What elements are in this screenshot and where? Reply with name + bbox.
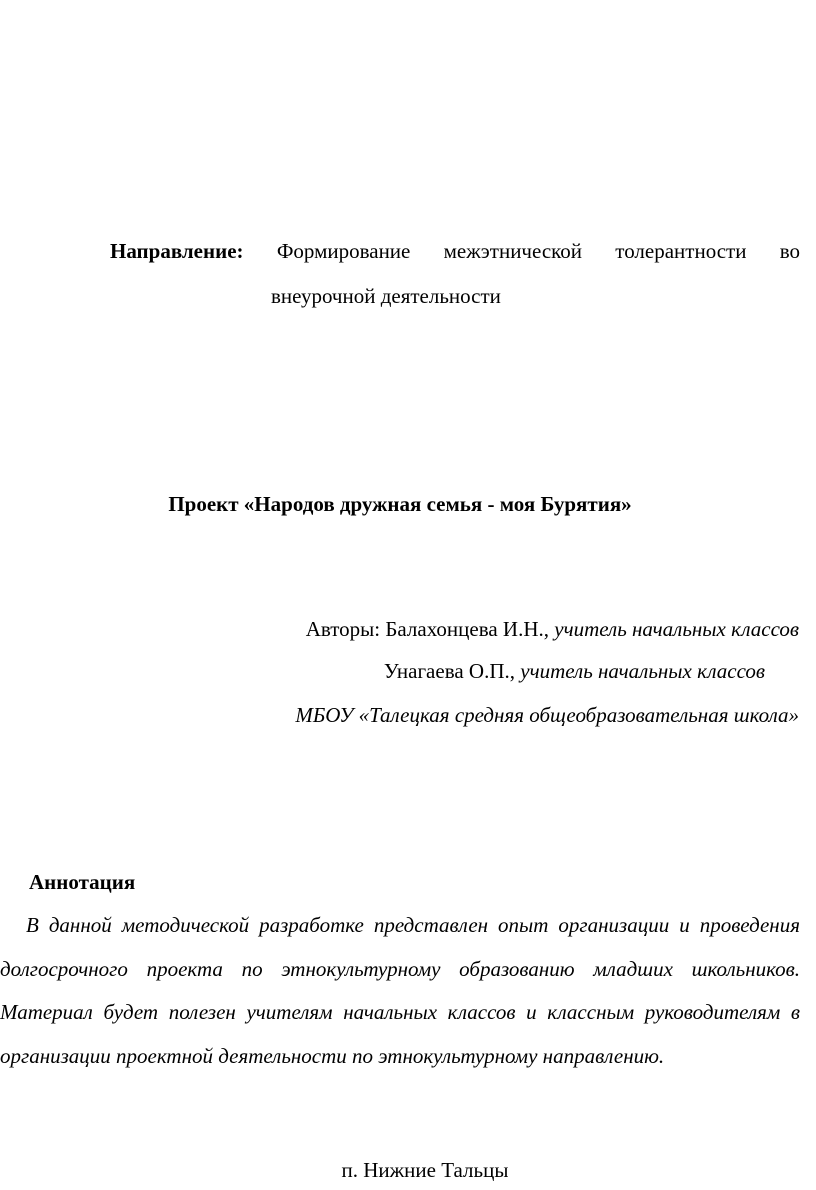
authors-line-2 (384, 659, 765, 684)
author1-name: Балахонцева И.Н., (385, 617, 555, 641)
annotation-title: Аннотация (29, 870, 136, 894)
project-title: Проект «Народов дружная семья - моя Бурятия» (168, 492, 632, 516)
authors-prefix: Авторы: (305, 617, 386, 641)
school-name: МБОУ «Талецкая средняя общеобразовательная школа» (295, 703, 799, 727)
author1-role: учитель начальных классов (554, 617, 799, 641)
direction-text-line-1: Формирование межэтнической толерантности во (276, 239, 801, 263)
direction-label: Направление: (110, 239, 244, 263)
author2-role: учитель начальных классов (520, 659, 765, 683)
author2-name: Унагаева О.П., (383, 659, 521, 683)
annotation-body: В данной методической разработке представлен опыт организации и проведения долгосрочного проекта по этнокультурному образованию младших школьников. Материал будет полезен учителям начальных классов и классным руководителям в организации проектной деятельности по этнокультурному направлению. (0, 913, 800, 1069)
place-name: п. Нижние Тальцы (341, 1158, 509, 1182)
authors-line-1 (306, 617, 799, 642)
direction-text-line-2: внеурочной деятельности (271, 284, 501, 308)
direction-line-1 (110, 239, 800, 264)
